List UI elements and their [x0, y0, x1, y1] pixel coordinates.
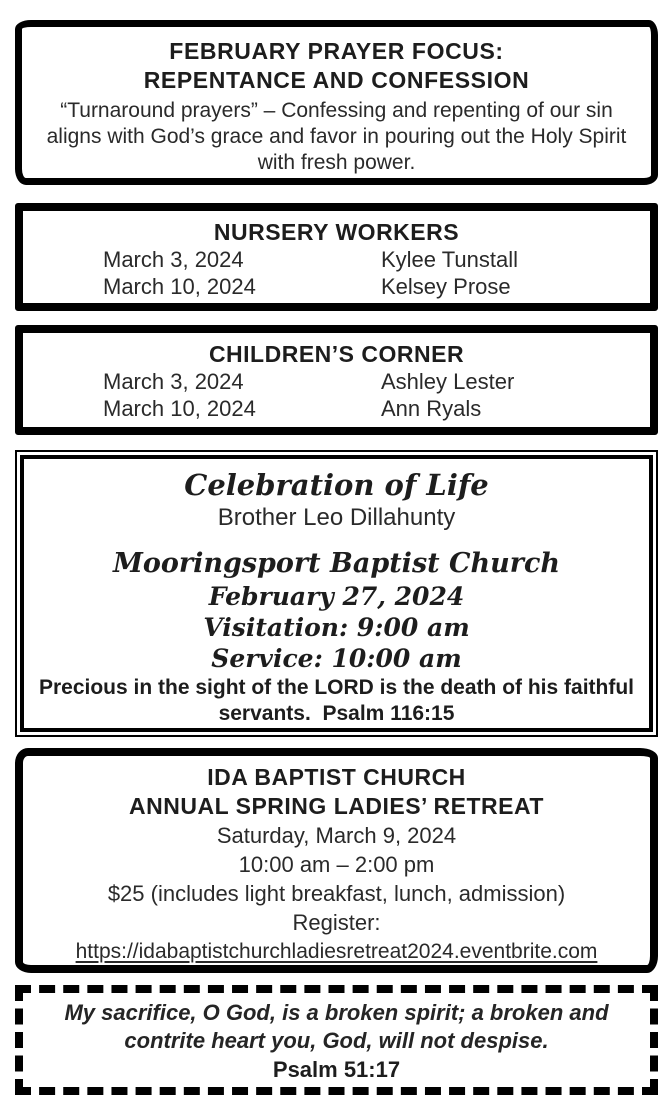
celebration-date: February 27, 2024 — [208, 582, 465, 611]
nursery-row-2-date: March 10, 2024 — [103, 274, 256, 299]
celebration-of-life-inner-frame — [20, 455, 653, 732]
celebration-title: Celebration of Life — [184, 468, 489, 502]
children-row-2 — [23, 395, 650, 422]
retreat-price: $25 (includes light breakfast, lunch, admission) — [107, 881, 566, 906]
retreat-date: Saturday, March 9, 2024 — [216, 823, 457, 848]
childrens-corner-title: CHILDREN’S CORNER — [208, 341, 465, 367]
celebration-visitation: Visitation: 9:00 am — [203, 613, 470, 642]
nursery-workers-title: NURSERY WORKERS — [213, 219, 460, 245]
nursery-workers-section — [15, 203, 658, 311]
children-row-1-name: Ashley Lester — [381, 369, 515, 394]
prayer-focus-title-line1: FEBRUARY PRAYER FOCUS: — [169, 38, 504, 64]
celebration-scripture: Precious in the sight of the LORD is the death of his faithful servants. Psalm 116:15 — [38, 676, 640, 725]
psalm-quote-reference: Psalm 51:17 — [272, 1057, 401, 1082]
celebration-honoree: Brother Leo Dillahunty — [217, 504, 456, 531]
celebration-of-life-section — [15, 450, 658, 737]
retreat-time: 10:00 am – 2:00 pm — [238, 852, 435, 877]
nursery-row-2 — [23, 273, 650, 300]
nursery-row-1 — [23, 246, 650, 273]
spacer — [24, 533, 649, 547]
psalm-quote-section — [15, 985, 658, 1095]
nursery-row-2-name: Kelsey Prose — [381, 274, 511, 299]
children-row-1 — [23, 368, 650, 395]
retreat-event-name: ANNUAL SPRING LADIES’ RETREAT — [129, 793, 544, 819]
nursery-row-1-name: Kylee Tunstall — [381, 247, 518, 272]
prayer-focus-title-line2: REPENTANCE AND CONFESSION — [143, 67, 530, 93]
retreat-register-label: Register: — [292, 910, 381, 935]
prayer-focus-body: “Turnaround prayers” – Confessing and repenting of our sin aligns with God’s grace and favor in pouring out the Holy Spirit with fresh power. — [46, 99, 627, 174]
retreat-church-name: IDA BAPTIST CHURCH — [207, 764, 466, 790]
childrens-corner-section — [15, 325, 658, 435]
prayer-focus-section — [15, 20, 658, 185]
children-row-2-name: Ann Ryals — [381, 396, 482, 421]
children-row-2-date: March 10, 2024 — [103, 396, 256, 421]
nursery-row-1-date: March 3, 2024 — [103, 247, 244, 272]
psalm-quote-text: My sacrifice, O God, is a broken spirit; a broken and contrite heart you, God, will not despise. — [64, 1000, 609, 1053]
celebration-service: Service: 10:00 am — [211, 644, 462, 673]
celebration-church: Mooringsport Baptist Church — [112, 548, 561, 579]
ladies-retreat-section — [15, 748, 658, 973]
retreat-registration-link[interactable]: https://idabaptistchurchladiesretreat2024.eventbrite.com — [75, 940, 598, 963]
children-row-1-date: March 3, 2024 — [103, 369, 244, 394]
